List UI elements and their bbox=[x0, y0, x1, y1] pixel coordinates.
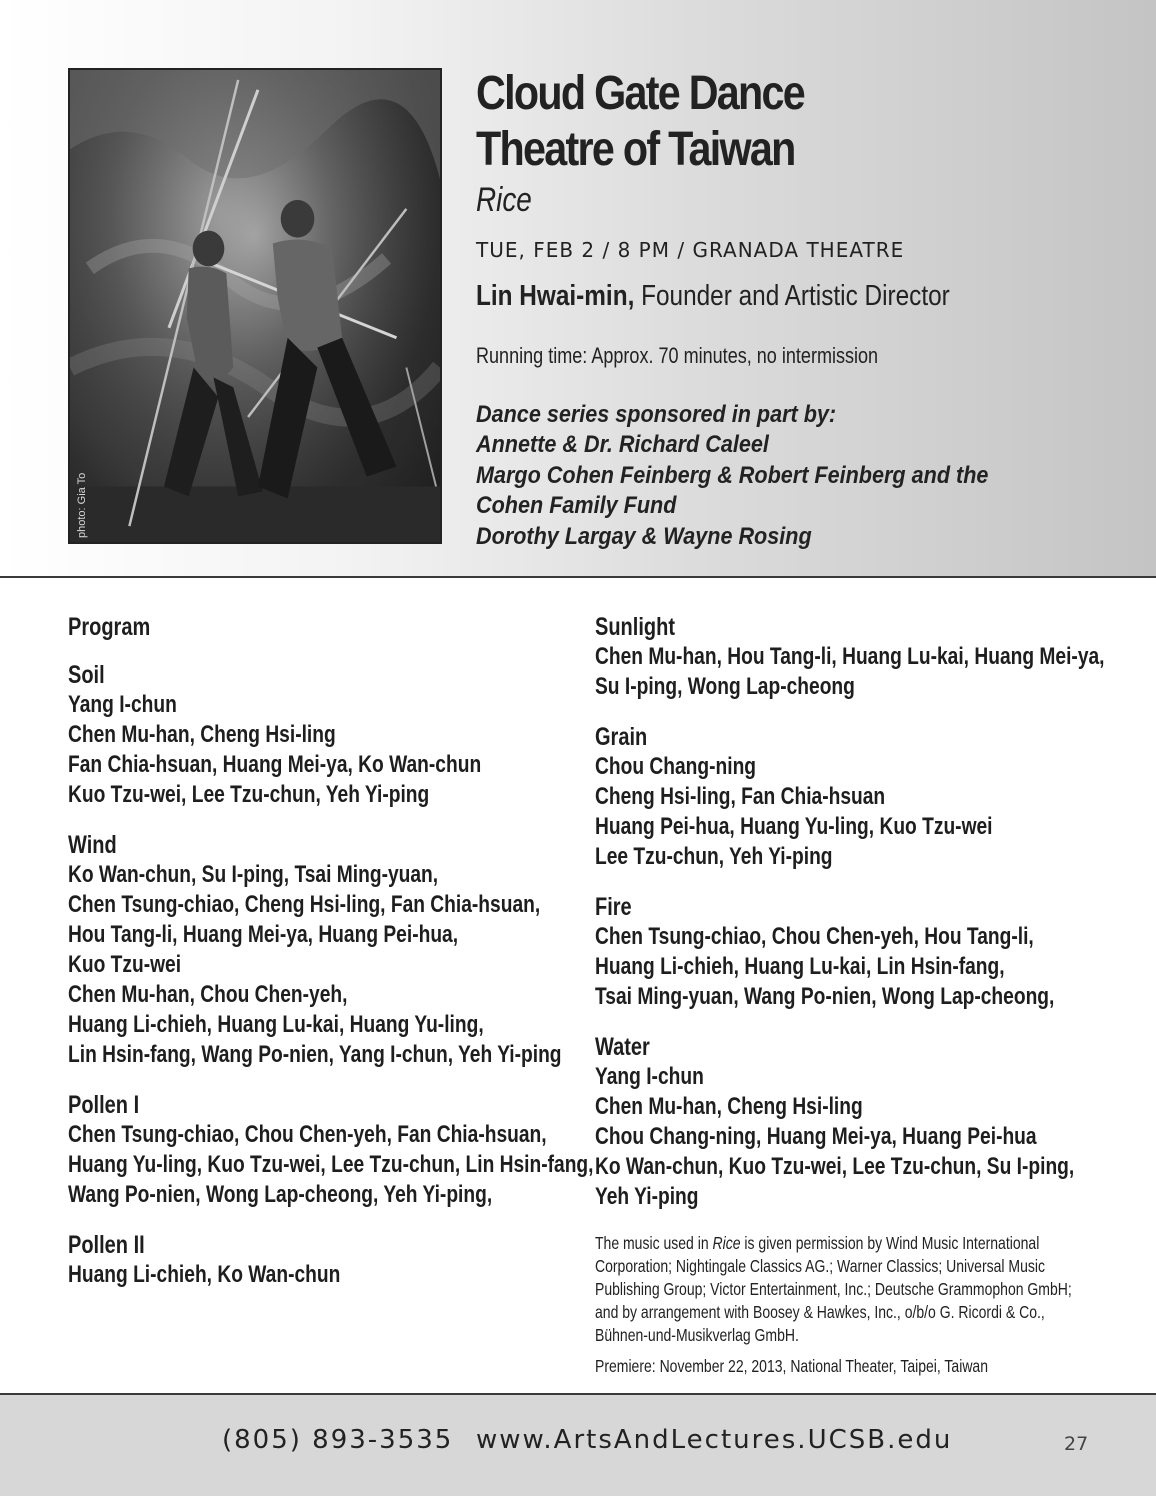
cast-line: Chen Tsung-chiao, Cheng Hsi-ling, Fan Chia-hsuan, bbox=[68, 891, 541, 918]
section-heading: Fire bbox=[595, 893, 632, 921]
section-heading: Sunlight bbox=[595, 613, 675, 641]
program-left-column bbox=[68, 612, 593, 1310]
music-note-title: Rice bbox=[712, 1233, 741, 1253]
cast-line: Yeh Yi-ping bbox=[595, 1183, 699, 1210]
title-line-2: Theatre of Taiwan bbox=[476, 123, 795, 176]
director-credit bbox=[476, 278, 950, 314]
cast-line: Wang Po-nien, Wong Lap-cheong, Yeh Yi-ping, bbox=[68, 1181, 493, 1208]
cast-line: Kuo Tzu-wei, Lee Tzu-chun, Yeh Yi-ping bbox=[68, 781, 430, 808]
cast-line: Huang Yu-ling, Kuo Tzu-wei, Lee Tzu-chun, Lin Hsin-fang, bbox=[68, 1151, 594, 1178]
cast-line: Hou Tang-li, Huang Mei-ya, Huang Pei-hua, bbox=[68, 921, 459, 948]
music-note-line: and by arrangement with Boosey & Hawkes, Inc., o/b/o G. Ricordi & Co., bbox=[595, 1302, 1045, 1322]
phone-number: (805) 893-3535 bbox=[222, 1425, 454, 1455]
cast-line: Kuo Tzu-wei bbox=[68, 951, 182, 978]
music-note-line: Corporation; Nightingale Classics AG.; Warner Classics; Universal Music bbox=[595, 1256, 1045, 1276]
program-label: Program bbox=[68, 613, 151, 641]
sponsor-line: Dorothy Largay & Wayne Rosing bbox=[476, 522, 812, 550]
cast-line: Chen Mu-han, Hou Tang-li, Huang Lu-kai, Huang Mei-ya, bbox=[595, 643, 1105, 670]
section-wind bbox=[68, 830, 593, 1070]
cast-line: Chen Tsung-chiao, Chou Chen-yeh, Fan Chia-hsuan, bbox=[68, 1121, 547, 1148]
cast-line: Huang Pei-hua, Huang Yu-ling, Kuo Tzu-wei bbox=[595, 813, 993, 840]
section-heading: Soil bbox=[68, 661, 105, 689]
section-grain bbox=[595, 722, 1105, 872]
photo-credit: photo: Gia To bbox=[76, 472, 88, 538]
music-note-line bbox=[595, 1232, 1105, 1255]
cast-line: Lin Hsin-fang, Wang Po-nien, Yang I-chun, Yeh Yi-ping bbox=[68, 1041, 562, 1068]
music-note-line: Publishing Group; Victor Entertainment, Inc.; Deutsche Grammophon GmbH; bbox=[595, 1279, 1072, 1299]
performance-photo bbox=[68, 68, 442, 544]
cast-line: Yang I-chun bbox=[68, 691, 177, 718]
section-water bbox=[595, 1032, 1105, 1212]
cast-line: Huang Li-chieh, Huang Lu-kai, Lin Hsin-fang, bbox=[595, 953, 1005, 980]
director-name: Lin Hwai-min, bbox=[476, 280, 635, 312]
work-title: Rice bbox=[476, 181, 532, 219]
premiere-note: Premiere: November 22, 2013, National Theater, Taipei, Taiwan bbox=[595, 1356, 989, 1376]
sponsor-line: Annette & Dr. Richard Caleel bbox=[476, 431, 769, 459]
title-line-1: Cloud Gate Dance bbox=[476, 67, 805, 120]
cast-line: Chou Chang-ning, Huang Mei-ya, Huang Pei-hua bbox=[595, 1123, 1037, 1150]
section-sunlight bbox=[595, 612, 1105, 702]
section-heading: Pollen II bbox=[68, 1231, 145, 1259]
running-time: Running time: Approx. 70 minutes, no intermission bbox=[476, 343, 879, 368]
music-note-rest: is given permission by Wind Music International bbox=[740, 1233, 1040, 1253]
cast-line: Chen Mu-han, Chou Chen-yeh, bbox=[68, 981, 348, 1008]
cast-line: Su I-ping, Wong Lap-cheong bbox=[595, 673, 855, 700]
section-heading: Pollen I bbox=[68, 1091, 140, 1119]
music-note-prefix: The music used in bbox=[595, 1233, 713, 1253]
program-right-column bbox=[595, 612, 1105, 1378]
sponsors-block bbox=[476, 400, 988, 552]
cast-line: Chen Tsung-chiao, Chou Chen-yeh, Hou Tang-li, bbox=[595, 923, 1034, 950]
sponsor-line: Margo Cohen Feinberg & Robert Feinberg and the bbox=[476, 461, 989, 489]
section-heading: Wind bbox=[68, 831, 117, 859]
cast-line: Huang Li-chieh, Ko Wan-chun bbox=[68, 1261, 341, 1288]
event-date-venue: TUE, FEB 2 / 8 PM / GRANADA THEATRE bbox=[476, 238, 905, 262]
website-link[interactable]: www.ArtsAndLectures.UCSB.edu bbox=[476, 1425, 953, 1455]
cast-line: Chen Mu-han, Cheng Hsi-ling bbox=[68, 721, 336, 748]
cast-line: Huang Li-chieh, Huang Lu-kai, Huang Yu-ling, bbox=[68, 1011, 484, 1038]
section-fire bbox=[595, 892, 1105, 1012]
dancers-illustration bbox=[70, 70, 440, 542]
cast-line: Yang I-chun bbox=[595, 1063, 704, 1090]
sponsor-line: Cohen Family Fund bbox=[476, 492, 677, 520]
cast-line: Fan Chia-hsuan, Huang Mei-ya, Ko Wan-chun bbox=[68, 751, 482, 778]
cast-line: Tsai Ming-yuan, Wang Po-nien, Wong Lap-cheong, bbox=[595, 983, 1055, 1010]
sponsor-line: Dance series sponsored in part by: bbox=[476, 401, 837, 428]
section-pollen-i bbox=[68, 1090, 593, 1210]
music-credits bbox=[595, 1232, 1105, 1378]
cast-line: Chen Mu-han, Cheng Hsi-ling bbox=[595, 1093, 863, 1120]
section-soil bbox=[68, 660, 593, 810]
director-role: Founder and Artistic Director bbox=[634, 280, 950, 312]
section-heading: Grain bbox=[595, 723, 648, 751]
page-title bbox=[476, 66, 804, 178]
section-heading: Water bbox=[595, 1033, 650, 1061]
section-pollen-ii bbox=[68, 1230, 593, 1290]
cast-line: Lee Tzu-chun, Yeh Yi-ping bbox=[595, 843, 833, 870]
cast-line: Ko Wan-chun, Su I-ping, Tsai Ming-yuan, bbox=[68, 861, 439, 888]
cast-line: Chou Chang-ning bbox=[595, 753, 757, 780]
cast-line: Cheng Hsi-ling, Fan Chia-hsuan bbox=[595, 783, 886, 810]
music-note-line: Bühnen-und-Musikverlag GmbH. bbox=[595, 1325, 799, 1345]
footer-band bbox=[0, 1393, 1156, 1496]
page-number: 27 bbox=[1064, 1433, 1089, 1455]
cast-line: Ko Wan-chun, Kuo Tzu-wei, Lee Tzu-chun, Su I-ping, bbox=[595, 1153, 1075, 1180]
header-band bbox=[0, 0, 1156, 578]
